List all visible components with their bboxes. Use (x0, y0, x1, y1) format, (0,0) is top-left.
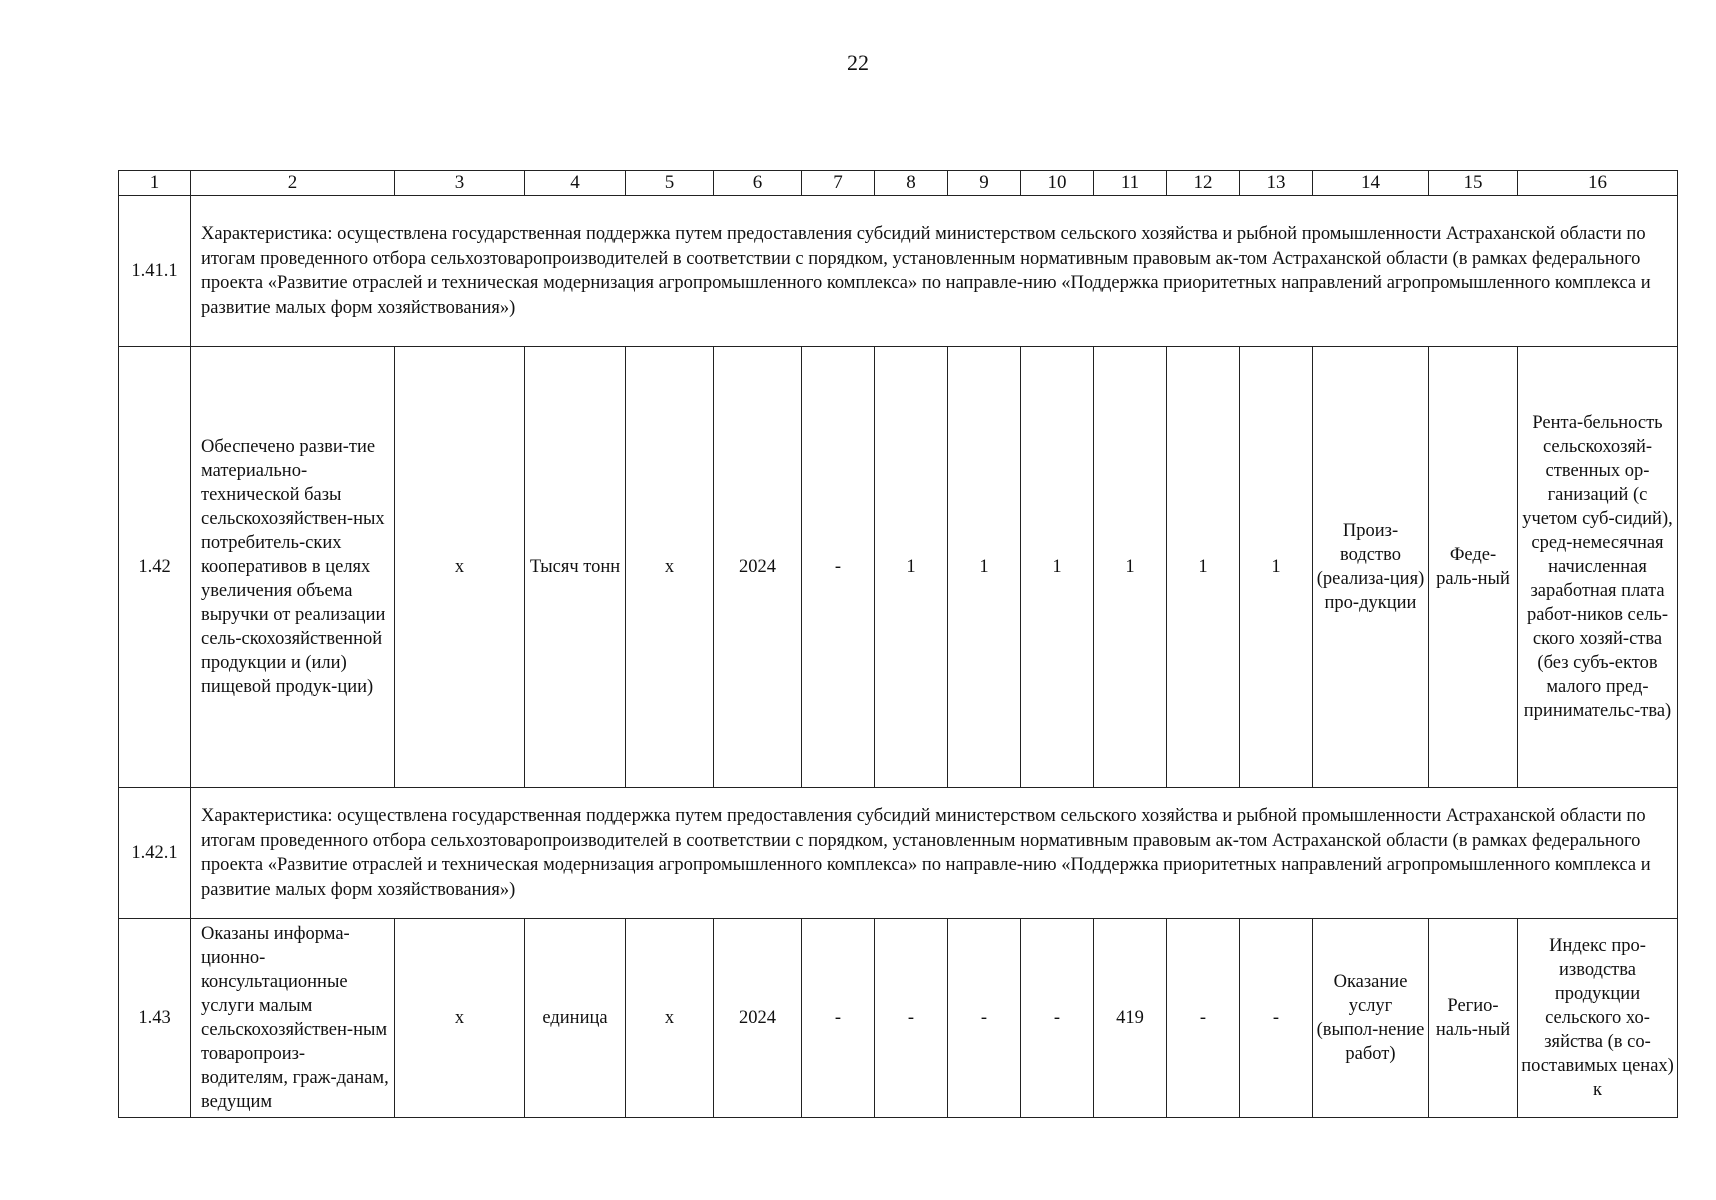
header-cell: 16 (1518, 171, 1678, 196)
header-cell: 8 (875, 171, 948, 196)
indicator-link-cell: Индекс про-изводства продукции сельского хо-зяйства (в со-поставимых ценах) к (1518, 919, 1678, 1118)
value-cell: - (1021, 919, 1094, 1118)
value-cell: - (1167, 919, 1240, 1118)
header-cell: 13 (1240, 171, 1313, 196)
result-type-cell: Оказание услуг (выпол-нение работ) (1313, 919, 1429, 1118)
row-number: 1.42 (119, 347, 191, 788)
header-cell: 15 (1429, 171, 1518, 196)
row-number: 1.41.1 (119, 196, 191, 347)
header-cell: 14 (1313, 171, 1429, 196)
year-cell: 2024 (714, 347, 802, 788)
table-row (119, 919, 1678, 1118)
header-cell: 4 (525, 171, 626, 196)
result-description: Обеспечено разви-тие материально-технической базы сельскохозяйствен-ных потребитель-ских кооперативов в целях увеличения объема выручки от реализации сель-скохозяйственной продукции и (или) пищевой продук-ции) (191, 347, 395, 788)
year-cell: 2024 (714, 919, 802, 1118)
header-cell: 12 (1167, 171, 1240, 196)
value-cell: 1 (875, 347, 948, 788)
header-cell: 5 (626, 171, 714, 196)
value-cell: 1 (948, 347, 1021, 788)
value-cell: 1 (1094, 347, 1167, 788)
table-cell: х (626, 347, 714, 788)
header-cell: 3 (395, 171, 525, 196)
value-cell: 419 (1094, 919, 1167, 1118)
table-header-row (119, 171, 1678, 196)
value-cell: - (875, 919, 948, 1118)
value-cell: 1 (1167, 347, 1240, 788)
header-cell: 11 (1094, 171, 1167, 196)
row-number: 1.43 (119, 919, 191, 1118)
result-type-cell: Произ-водство (реализа-ция) про-дукции (1313, 347, 1429, 788)
level-cell: Регио-наль-ный (1429, 919, 1518, 1118)
page-number: 22 (847, 50, 869, 75)
table-cell: х (395, 347, 525, 788)
unit-cell: единица (525, 919, 626, 1118)
characteristic-text: Характеристика: осуществлена государственная поддержка путем предоставления субсидий министерством сельского хозяйства и рыбной промышленности Астраханской области по итогам проведенного отбора сельхозтоваропроизводителей в соответствии с порядком, установленным нормативным правовым ак-том Астраханской области (в рамках федерального проекта «Развитие отраслей и техническая модернизация агропромышленного комплекса» по направле-нию «Поддержка приоритетных направлений агропромышленного комплекса и развитие малых форм хозяйствования») (191, 788, 1678, 919)
value-cell: 1 (1021, 347, 1094, 788)
header-cell: 6 (714, 171, 802, 196)
row-number: 1.42.1 (119, 788, 191, 919)
header-cell: 1 (119, 171, 191, 196)
header-cell: 7 (802, 171, 875, 196)
indicator-table (118, 170, 1678, 1118)
table-row (119, 347, 1678, 788)
value-cell: - (802, 347, 875, 788)
table-cell: х (395, 919, 525, 1118)
indicator-link-cell: Рента-бельность сельскохозяй-ственных ор-ганизаций (с учетом суб-сидий), сред-немесячная начисленная заработная плата работ-ников сель-ского хозяй-ства (без субъ-ектов малого пред-принимательс-тва) (1518, 347, 1678, 788)
value-cell: 1 (1240, 347, 1313, 788)
table-row (119, 788, 1678, 919)
value-cell: - (948, 919, 1021, 1118)
header-cell: 9 (948, 171, 1021, 196)
characteristic-text: Характеристика: осуществлена государственная поддержка путем предоставления субсидий министерством сельского хозяйства и рыбной промышленности Астраханской области по итогам проведенного отбора сельхозтоваропроизводителей в соответствии с порядком, установленным нормативным правовым ак-том Астраханской области (в рамках федерального проекта «Развитие отраслей и техническая модернизация агропромышленного комплекса» по направле-нию «Поддержка приоритетных направлений агропромышленного комплекса и развитие малых форм хозяйствования») (191, 196, 1678, 347)
result-description: Оказаны информа-ционно-консультационные услуги малым сельскохозяйствен-ным товаропроиз-водителям, граж-данам, ведущим (191, 919, 395, 1118)
level-cell: Феде-раль-ный (1429, 347, 1518, 788)
header-cell: 10 (1021, 171, 1094, 196)
table-row (119, 196, 1678, 347)
value-cell: - (1240, 919, 1313, 1118)
header-cell: 2 (191, 171, 395, 196)
table-cell: х (626, 919, 714, 1118)
unit-cell: Тысяч тонн (525, 347, 626, 788)
value-cell: - (802, 919, 875, 1118)
